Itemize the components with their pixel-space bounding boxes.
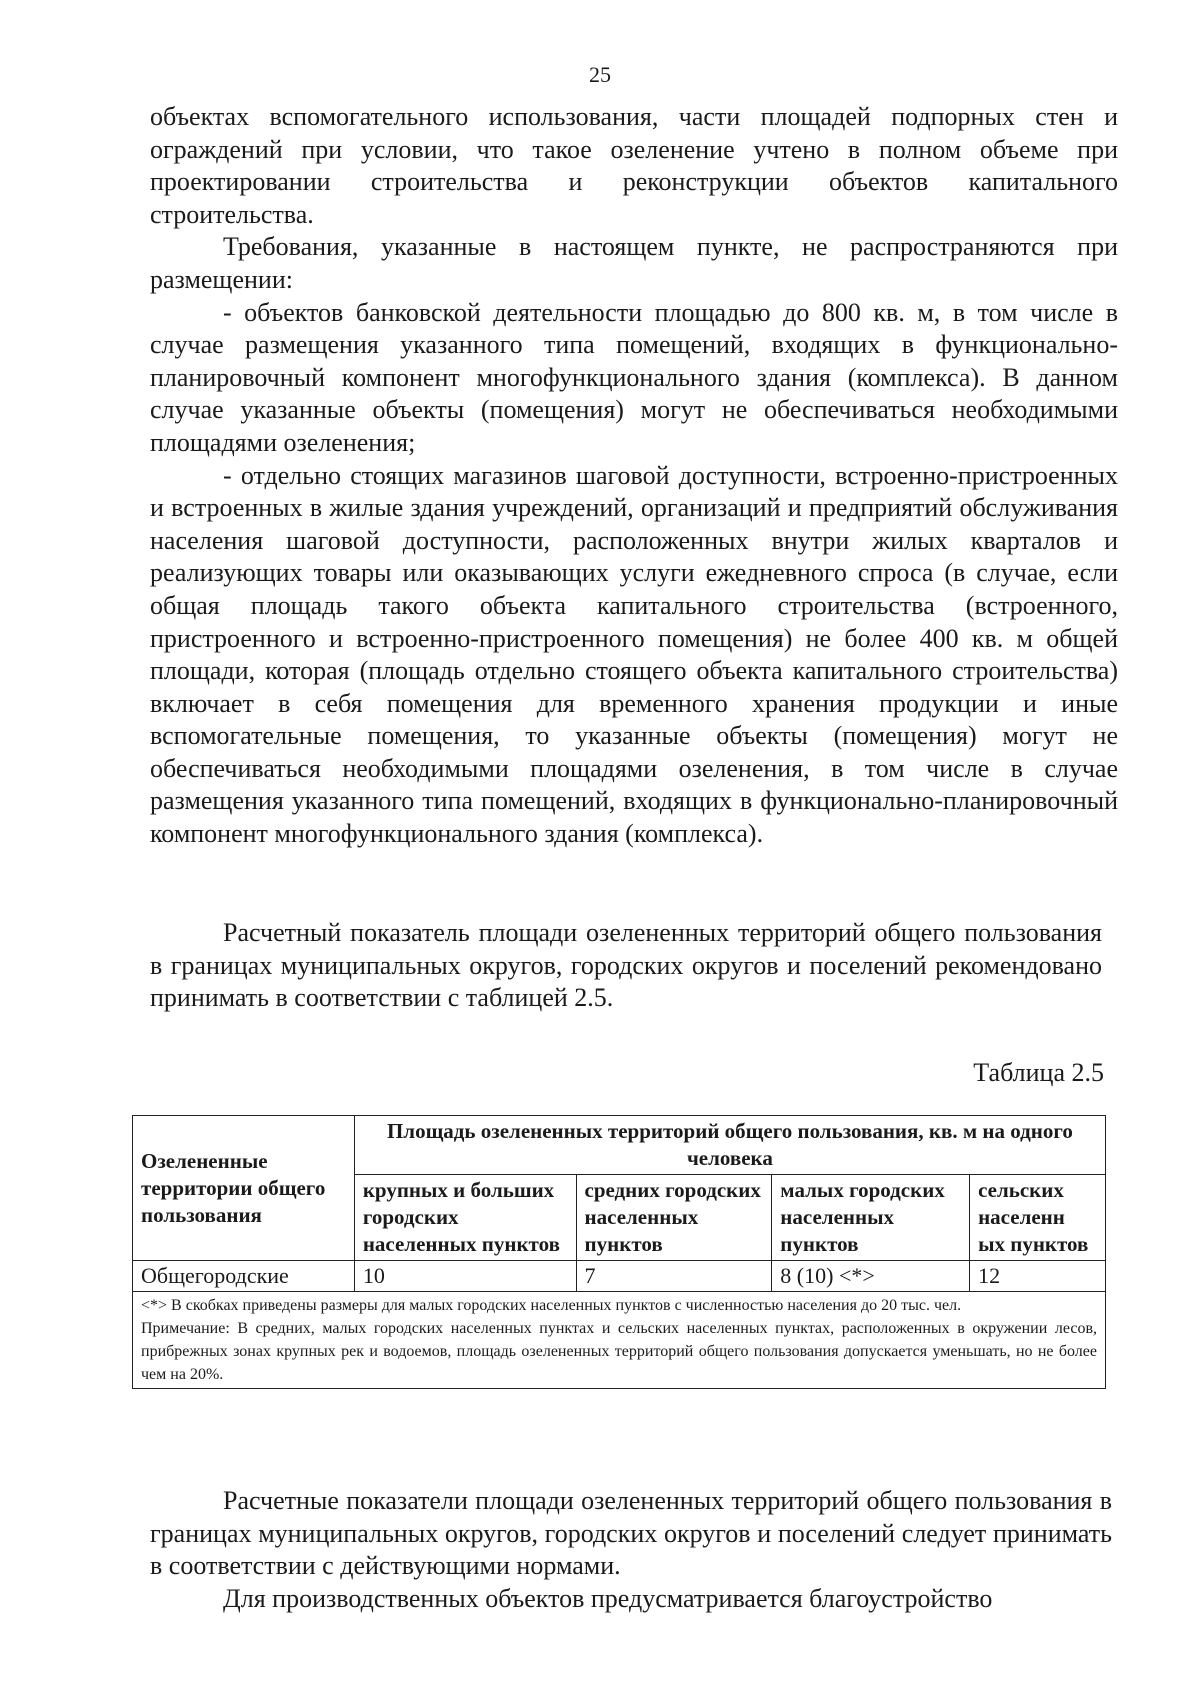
page-number: 25 <box>589 62 611 87</box>
paragraph-continuation: объектах вспомогательного использования, части площадей подпорных стен и ограждений при условии, что такое озеленение учтено в полном объеме при проектировании строительства и реконструкции объектов капитального строительства. <box>150 102 1118 229</box>
table-remark: Примечание: В средних, малых городских населенных пунктах и сельских населенных пунктах, расположенных в окружении лесов, прибрежных зонах крупных рек и водоемов, площадь озелененных территорий общего пользования допускается уменьшать, но не более чем на 20%. <box>141 1320 1097 1383</box>
column-header: крупных и больших городских населенных пунктов <box>354 1175 576 1261</box>
table-notes <box>133 1292 1106 1389</box>
table-cell: 10 <box>354 1261 576 1292</box>
table-cell: 7 <box>576 1261 772 1292</box>
table-caption: Таблица 2.5 <box>973 1058 1104 1087</box>
column-header: малых городских населенных пунктов <box>772 1175 970 1261</box>
paragraph-requirements: Требования, указанные в настоящем пункте, не распространяются при размещении: <box>150 232 1118 294</box>
column-header: сельских населенн ых пунктов <box>970 1175 1106 1261</box>
table-cell: 8 (10) <*> <box>772 1261 970 1292</box>
table-note-row <box>133 1292 1106 1389</box>
table-cell: 12 <box>970 1261 1106 1292</box>
green-areas-table <box>132 1115 1106 1389</box>
group-header-cell: Площадь озелененных территорий общего пользования, кв. м на одного человека <box>354 1116 1105 1175</box>
paragraph-shops: - отдельно стоящих магазинов шаговой доступности, встроенно-пристроенных и встроенных в жилые здания учреждений, организаций и предприятий обслуживания населения шаговой доступности, расположенных внутри жилых кварталов и реализующих товары или оказывающих услуги ежедневного спроса (в случае, если общая площадь такого объекта капитального строительства (встроенного, пристроенного и встроенно-пристроенного помещения) не более 400 кв. м общей площади, которая (площадь отдельно стоящего объекта капитального строительства) включает в себя помещения для временного хранения продукции и иные вспомогательные помещения, то указанные объекты (помещения) могут не обеспечиваться необходимыми площадями озеленения, в том числе в случае размещения указанного типа помещений, входящих в функционально-планировочный компонент многофункционального здания (комплекса). <box>150 460 1118 849</box>
paragraph-industrial: Для производственных объектов предусматривается благоустройство <box>223 1583 993 1613</box>
table-header-row <box>133 1116 1106 1175</box>
row-header-cell: Озелененные территории общего пользования <box>133 1116 355 1261</box>
table-footnote: <*> В скобках приведены размеры для малых городских населенных пунктов с численностью населения до 20 тыс. чел. <box>141 1297 962 1314</box>
paragraph-banking: - объектов банковской деятельности площадью до 800 кв. м, в том числе в случае размещения указанного типа помещений, входящих в функционально-планировочный компонент многофункционального здания (комплекса). В данном случае указанные объекты (помещения) могут не обеспечиваться необходимыми площадями озеленения; <box>150 297 1118 457</box>
column-header: средних городских населенных пунктов <box>576 1175 772 1261</box>
table-row <box>133 1261 1106 1292</box>
bottom-text-block <box>150 1485 1112 1615</box>
top-text-block <box>150 101 1118 851</box>
paragraph-indicator: Расчетный показатель площади озелененных территорий общего пользования в границах муниципальных округов, городских округов и поселений рекомендовано принимать в соответствии с таблицей 2.5. <box>150 918 1102 1013</box>
mid-text-block <box>150 917 1102 1015</box>
row-label: Общегородские <box>133 1261 355 1292</box>
paragraph-norms: Расчетные показатели площади озелененных территорий общего пользования в границах муниципальных округов, городских округов и поселений следует принимать в соответствии с действующими нормами. <box>150 1486 1112 1581</box>
